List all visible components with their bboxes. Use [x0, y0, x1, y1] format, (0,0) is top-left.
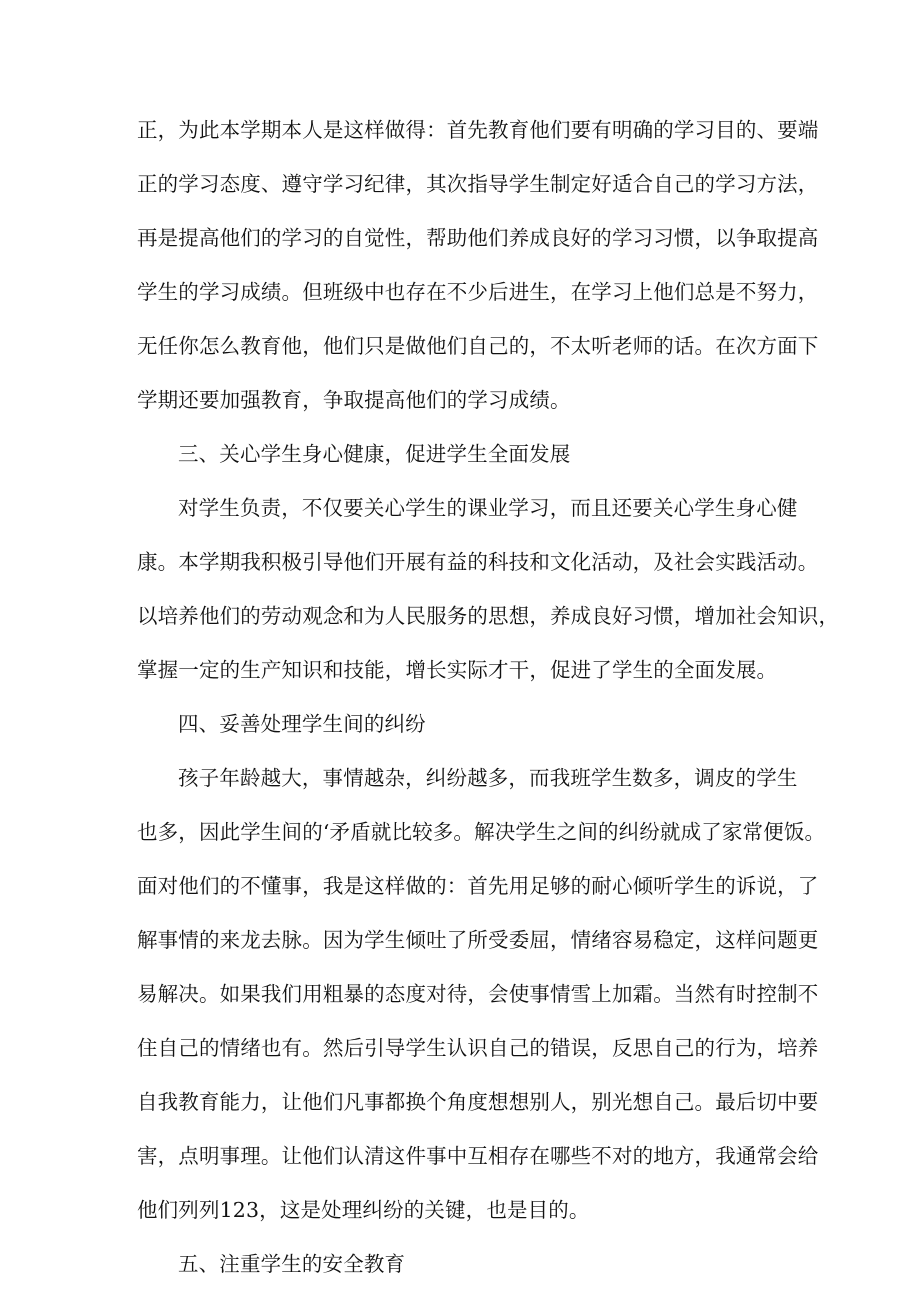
paragraph-line: 易解决。如果我们用粗暴的态度对待，会使事情雪上加霜。当然有时控制不 [137, 982, 819, 1006]
section-heading: 三、关心学生身心健康，促进学生全面发展 [178, 442, 571, 466]
paragraph-line: 正，为此本学期本人是这样做得：首先教育他们要有明确的学习目的、要端 [137, 118, 819, 142]
paragraph-line: 害，点明事理。让他们认清这件事中互相存在哪些不对的地方，我通常会给 [137, 1144, 819, 1168]
paragraph-line: 孩子年龄越大，事情越杂，纠纷越多，而我班学生数多，调皮的学生 [178, 766, 798, 790]
paragraph-line: 面对他们的不懂事，我是这样做的：首先用足够的耐心倾听学生的诉说，了 [137, 874, 819, 898]
section-heading: 四、妥善处理学生间的纠纷 [178, 712, 426, 736]
paragraph-line: 对学生负责，不仅要关心学生的课业学习，而且还要关心学生身心健 [178, 496, 798, 520]
paragraph-line: 掌握一定的生产知识和技能，增长实际才干，促进了学生的全面发展。 [137, 658, 778, 682]
paragraph-line: 学生的学习成绩。但班级中也存在不少后进生，在学习上他们总是不努力， [137, 280, 819, 304]
paragraph-line: 再是提高他们的学习的自觉性，帮助他们养成良好的学习习惯，以争取提高 [137, 226, 819, 250]
paragraph-line: 学期还要加强教育，争取提高他们的学习成绩。 [137, 388, 571, 412]
paragraph-line: 康。本学期我积极引导他们开展有益的科技和文化活动，及社会实践活动。 [137, 550, 819, 574]
paragraph-line: 以培养他们的劳动观念和为人民服务的思想，养成良好习惯，增加社会知识， [137, 604, 840, 628]
paragraph-line: 自我教育能力，让他们凡事都换个角度想想别人，别光想自己。最后切中要 [137, 1090, 819, 1114]
paragraph-line: 正的学习态度、遵守学习纪律，其次指导学生制定好适合自己的学习方法， [137, 172, 819, 196]
section-heading: 五、注重学生的安全教育 [178, 1252, 406, 1276]
paragraph-line: 解事情的来龙去脉。因为学生倾吐了所受委屈，情绪容易稳定，这样问题更 [137, 928, 819, 952]
paragraph-line: 他们列列123，这是处理纠纷的关键，也是目的。 [137, 1198, 590, 1222]
paragraph-line: 无任你怎么教育他，他们只是做他们自己的，不太听老师的话。在次方面下 [137, 334, 819, 358]
paragraph-line: 住自己的情绪也有。然后引导学生认识自己的错误，反思自己的行为，培养 [137, 1036, 819, 1060]
paragraph-line: 也多，因此学生间的‘矛盾就比较多。解决学生之间的纠纷就成了家常便饭。 [137, 820, 826, 844]
